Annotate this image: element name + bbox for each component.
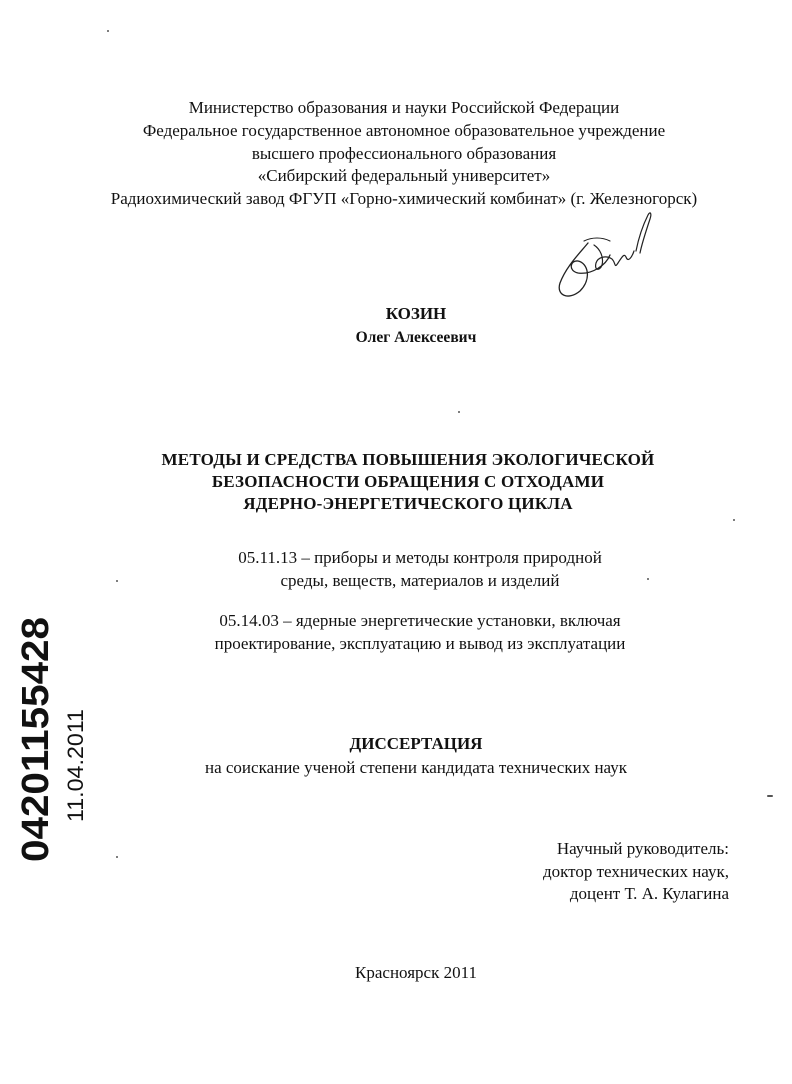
title-line: МЕТОДЫ И СРЕДСТВА ПОВЫШЕНИЯ ЭКОЛОГИЧЕСКОЙ	[161, 450, 655, 469]
supervisor-line: доцент Т. А. Кулагина	[569, 884, 729, 903]
title-line: ЯДЕРНО-ЭНЕРГЕТИЧЕСКОГО ЦИКЛА	[243, 494, 573, 513]
specialty-line: 05.14.03 – ядерные энергетические установки, включая	[219, 611, 621, 630]
institution-line: Министерство образования и науки Российской Федерации	[188, 98, 620, 117]
scan-speck	[458, 411, 460, 413]
supervisor-line: доктор технических наук,	[542, 861, 729, 881]
scan-speck	[116, 856, 118, 858]
scan-speck	[767, 795, 773, 797]
specialty-second	[24, 609, 792, 655]
scan-speck	[733, 519, 735, 521]
stamp-date: 11.04.2011	[63, 715, 88, 822]
specialty-line: среды, веществ, материалов и изделий	[280, 571, 560, 590]
title-line: БЕЗОПАСНОСТИ ОБРАЩЕНИЯ С ОТХОДАМИ	[211, 472, 605, 491]
supervisor-line: Научный руководитель:	[556, 839, 729, 858]
institution-line: высшего профессионального образования	[251, 143, 557, 163]
scan-speck	[647, 578, 649, 580]
scan-speck	[116, 580, 118, 582]
author-given-names: Олег Алексеевич	[355, 329, 477, 346]
institution-line: Радиохимический завод ФГУП «Горно-химический комбинат» (г. Железногорск)	[110, 189, 698, 209]
institution-header	[8, 97, 792, 211]
specialty-line: 05.11.13 – приборы и методы контроля природной	[238, 548, 602, 567]
stamp-number: 04201155428	[15, 631, 57, 862]
library-stamp	[8, 600, 98, 870]
author-surname: КОЗИН	[385, 304, 447, 323]
specialty-first	[24, 546, 792, 592]
supervisor-block	[543, 838, 729, 906]
dissertation-heading: ДИССЕРТАЦИЯ	[349, 734, 483, 753]
scan-speck	[107, 30, 109, 32]
handwritten-signature-icon	[548, 205, 668, 305]
dissertation-title	[12, 449, 792, 515]
specialty-line: проектирование, эксплуатацию и вывод из эксплуатации	[214, 634, 626, 653]
dissertation-subtitle: на соискание ученой степени кандидата технических наук	[204, 758, 627, 777]
institution-line: Федеральное государственное автономное образовательное учреждение	[142, 120, 666, 140]
city-year: Красноярск 2011	[355, 963, 477, 982]
institution-line: «Сибирский федеральный университет»	[257, 166, 551, 186]
